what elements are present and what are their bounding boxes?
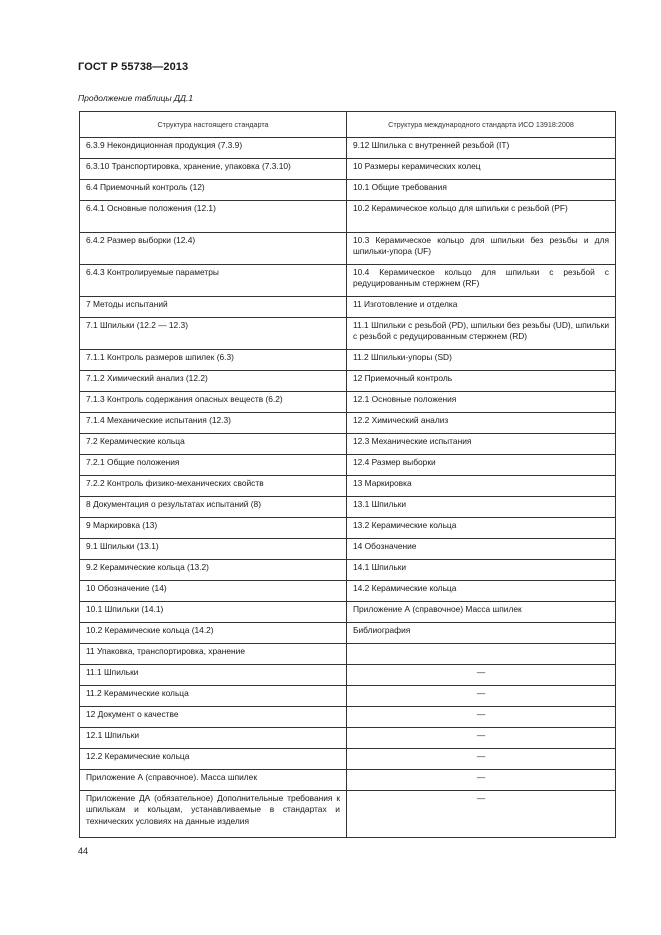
international-standard-cell: — [347, 770, 616, 791]
national-standard-cell: 9.2 Керамические кольца (13.2) [80, 560, 347, 581]
national-standard-cell: 6.4.2 Размер выборки (12.4) [80, 233, 347, 265]
national-standard-cell: 9 Маркировка (13) [80, 518, 347, 539]
international-standard-cell: 12 Приемочный контроль [347, 371, 616, 392]
international-standard-cell: 9.12 Шпилька с внутренней резьбой (IT) [347, 138, 616, 159]
table-row [80, 392, 616, 413]
international-standard-cell: 10 Размеры керамических колец [347, 159, 616, 180]
national-standard-cell: 11.2 Керамические кольца [80, 686, 347, 707]
international-standard-cell: 10.1 Общие требования [347, 180, 616, 201]
correspondence-table [79, 111, 616, 838]
national-standard-cell: 6.4.3 Контролируемые параметры [80, 265, 347, 297]
document-code: ГОСТ Р 55738—2013 [78, 61, 189, 73]
table-row [80, 159, 616, 180]
national-standard-cell: Приложение ДА (обязательное) Дополнительные требования к шпилькам и кольцам, устанавливаемые в стандартах и технических условиях на данные изделия [80, 791, 347, 838]
international-standard-cell [347, 644, 616, 665]
table-row [80, 581, 616, 602]
national-standard-cell: 6.4 Приемочный контроль (12) [80, 180, 347, 201]
table-row [80, 686, 616, 707]
international-standard-cell: 14.2 Керамические кольца [347, 581, 616, 602]
national-standard-cell: 7.2 Керамические кольца [80, 434, 347, 455]
national-standard-cell: 12.2 Керамические кольца [80, 749, 347, 770]
table-row [80, 138, 616, 159]
table-row [80, 318, 616, 350]
column-header-international: Структура международного стандарта ИСО 13918:2008 [347, 112, 616, 138]
international-standard-cell: 14 Обозначение [347, 539, 616, 560]
table-row [80, 297, 616, 318]
national-standard-cell: 7 Методы испытаний [80, 297, 347, 318]
national-standard-cell: Приложение А (справочное). Масса шпилек [80, 770, 347, 791]
international-standard-cell: Приложение А (справочное) Масса шпилек [347, 602, 616, 623]
table-row [80, 434, 616, 455]
national-standard-cell: 10.2 Керамические кольца (14.2) [80, 623, 347, 644]
table-row [80, 350, 616, 371]
international-standard-cell: 14.1 Шпильки [347, 560, 616, 581]
national-standard-cell: 10.1 Шпильки (14.1) [80, 602, 347, 623]
table-row [80, 728, 616, 749]
table-row [80, 265, 616, 297]
national-standard-cell: 6.3.9 Некондиционная продукция (7.3.9) [80, 138, 347, 159]
national-standard-cell: 7.1.2 Химический анализ (12.2) [80, 371, 347, 392]
international-standard-cell: 13.2 Керамические кольца [347, 518, 616, 539]
national-standard-cell: 11 Упаковка, транспортировка, хранение [80, 644, 347, 665]
international-standard-cell: — [347, 728, 616, 749]
table-row [80, 602, 616, 623]
national-standard-cell: 7.1.1 Контроль размеров шпилек (6.3) [80, 350, 347, 371]
international-standard-cell: 12.2 Химический анализ [347, 413, 616, 434]
national-standard-cell: 11.1 Шпильки [80, 665, 347, 686]
page-number: 44 [78, 846, 89, 856]
international-standard-cell: 10.2 Керамическое кольцо для шпильки с резьбой (PF) [347, 201, 616, 233]
international-standard-cell: 13 Маркировка [347, 476, 616, 497]
table-row [80, 770, 616, 791]
table-row [80, 455, 616, 476]
table-header-row [80, 112, 616, 138]
international-standard-cell: 13.1 Шпильки [347, 497, 616, 518]
national-standard-cell: 7.1.4 Механические испытания (12.3) [80, 413, 347, 434]
national-standard-cell: 10 Обозначение (14) [80, 581, 347, 602]
national-standard-cell: 12.1 Шпильки [80, 728, 347, 749]
table-row [80, 791, 616, 838]
international-standard-cell: — [347, 749, 616, 770]
table-row [80, 476, 616, 497]
international-standard-cell: — [347, 791, 616, 838]
table-body [80, 138, 616, 838]
column-header-national: Структура настоящего стандарта [80, 112, 347, 138]
table-row [80, 665, 616, 686]
international-standard-cell: 11.1 Шпильки с резьбой (PD), шпильки без резьбы (UD), шпильки с резьбой с редуцированным стержнем (RD) [347, 318, 616, 350]
national-standard-cell: 6.4.1 Основные положения (12.1) [80, 201, 347, 233]
table-row [80, 749, 616, 770]
table-row [80, 413, 616, 434]
international-standard-cell: 10.4 Керамическое кольцо для шпильки с резьбой с редуцированным стержнем (RF) [347, 265, 616, 297]
table-row [80, 233, 616, 265]
table-row [80, 497, 616, 518]
international-standard-cell: 11 Изготовление и отделка [347, 297, 616, 318]
table-row [80, 201, 616, 233]
international-standard-cell: 12.3 Механические испытания [347, 434, 616, 455]
table-row [80, 180, 616, 201]
international-standard-cell: 12.1 Основные положения [347, 392, 616, 413]
national-standard-cell: 9.1 Шпильки (13.1) [80, 539, 347, 560]
national-standard-cell: 12 Документ о качестве [80, 707, 347, 728]
table-row [80, 539, 616, 560]
international-standard-cell: — [347, 686, 616, 707]
international-standard-cell: — [347, 665, 616, 686]
table-row [80, 644, 616, 665]
national-standard-cell: 7.1 Шпильки (12.2 — 12.3) [80, 318, 347, 350]
table-row [80, 707, 616, 728]
table-row [80, 518, 616, 539]
national-standard-cell: 7.2.2 Контроль физико-механических свойств [80, 476, 347, 497]
table-caption: Продолжение таблицы ДД.1 [78, 93, 194, 103]
international-standard-cell: Библиография [347, 623, 616, 644]
table-row [80, 560, 616, 581]
national-standard-cell: 6.3.10 Транспортировка, хранение, упаковка (7.3.10) [80, 159, 347, 180]
international-standard-cell: 10.3 Керамическое кольцо для шпильки без резьбы и для шпильки-упора (UF) [347, 233, 616, 265]
national-standard-cell: 8 Документация о результатах испытаний (8) [80, 497, 347, 518]
international-standard-cell: — [347, 707, 616, 728]
national-standard-cell: 7.2.1 Общие положения [80, 455, 347, 476]
table-row [80, 371, 616, 392]
national-standard-cell: 7.1.3 Контроль содержания опасных веществ (6.2) [80, 392, 347, 413]
international-standard-cell: 12.4 Размер выборки [347, 455, 616, 476]
table-row [80, 623, 616, 644]
international-standard-cell: 11.2 Шпильки-упоры (SD) [347, 350, 616, 371]
